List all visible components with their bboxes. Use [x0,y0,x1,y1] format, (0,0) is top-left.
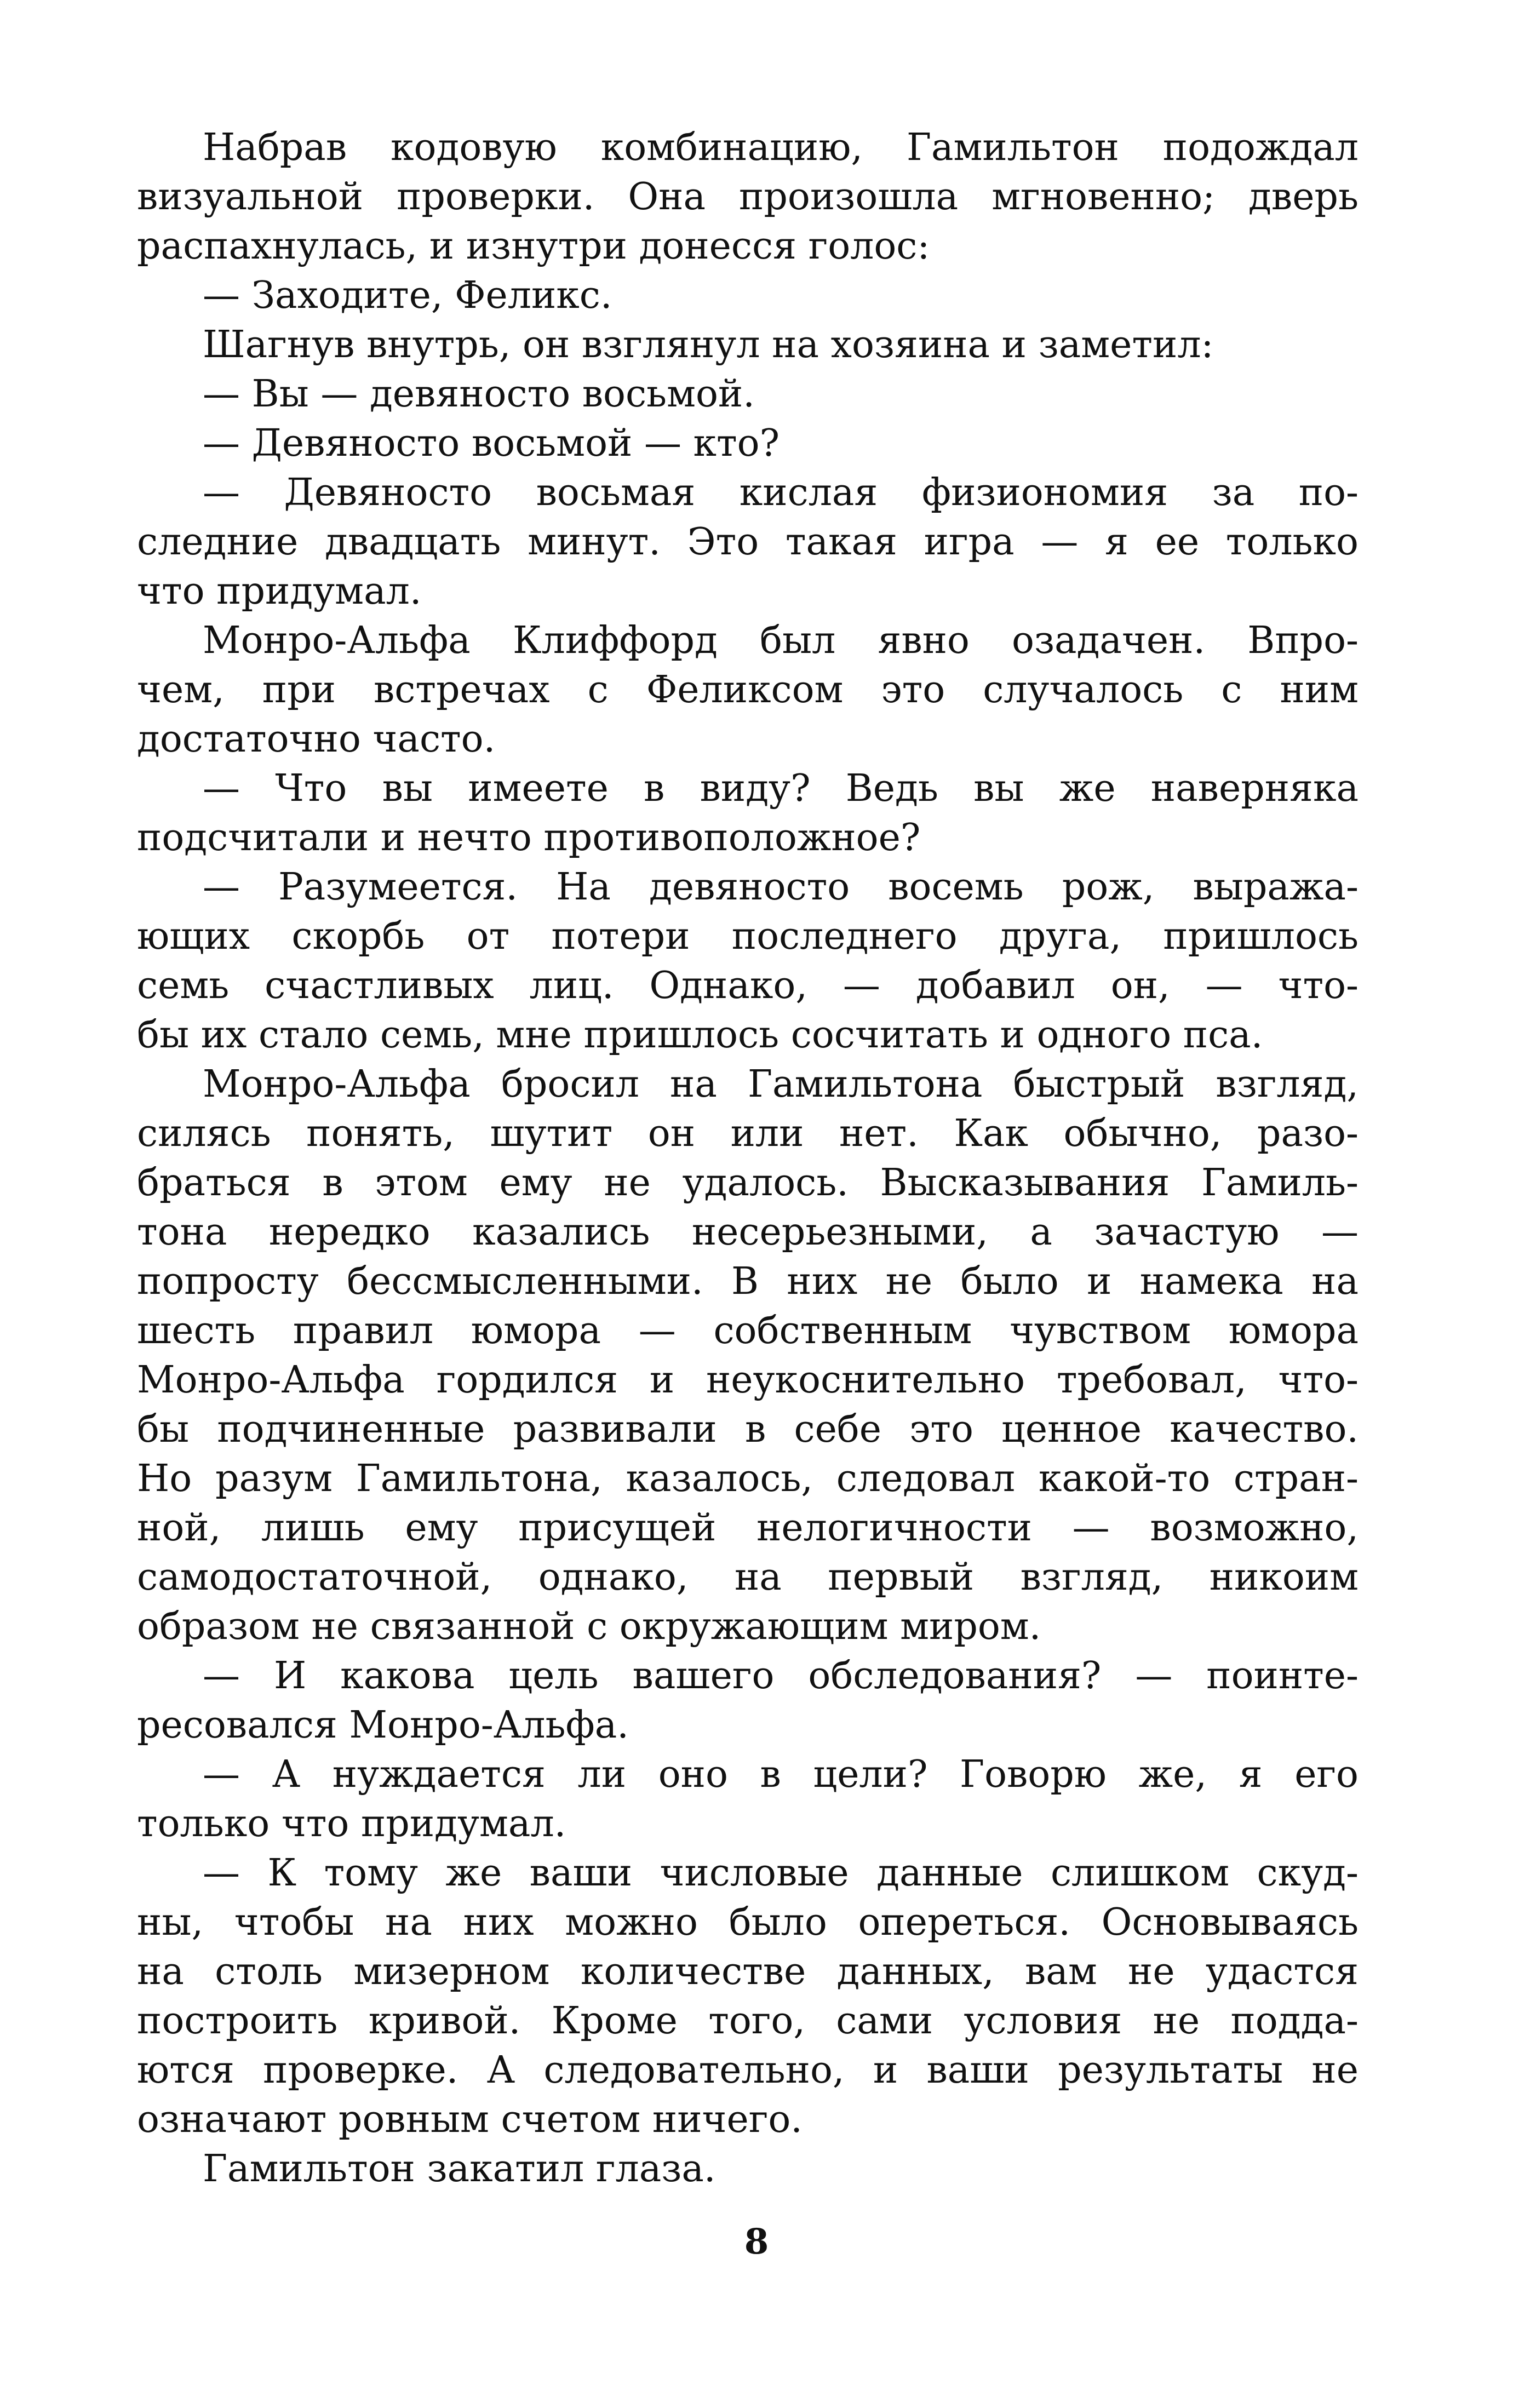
text-line: чем, при встречах с Феликсом это случалось с ним [137,668,1359,712]
text-line: Монро-Альфа Клиффорд был явно озадачен. Впро- [203,619,1359,662]
text-line: образом не связанной с окружающим миром. [137,1605,1041,1648]
text-line: — Заходите, Феликс. [203,274,612,317]
text-line: следние двадцать минут. Это такая игра — я ее только [137,520,1359,564]
text-line: попросту бессмысленными. В них не было и намека на [137,1260,1359,1303]
text-line: Набрав кодовую комбинацию, Гамильтон подождал [203,126,1359,169]
text-line: Монро-Альфа гордился и неукоснительно требовал, что- [137,1358,1359,1402]
text-line: ной, лишь ему присущей нелогичности — возможно, [137,1506,1359,1550]
text-line: — Девяносто восьмой — кто? [203,422,780,465]
text-line: на столь мизерном количестве данных, вам не удастся [137,1950,1359,1993]
page-text [137,123,1359,2194]
text-line: построить кривой. Кроме того, сами условия не подда- [137,1999,1359,2043]
text-line: тона нередко казались несерьезными, а зачастую — [137,1211,1359,1254]
text-line: что придумал. [137,570,422,613]
text-line: бы их стало семь, мне пришлось сосчитать и одного пса. [137,1013,1263,1057]
text-line: Монро-Альфа бросил на Гамильтона быстрый взгляд, [203,1063,1359,1106]
text-line: — Вы — девяносто восьмой. [203,372,755,416]
text-line: — Что вы имеете в виду? Ведь вы же наверняка [203,767,1359,810]
text-line: — Девяносто восьмая кислая физиономия за по- [203,471,1359,514]
text-line: визуальной проверки. Она произошла мгновенно; дверь [137,175,1359,219]
text-line: означают ровным счетом ничего. [137,2098,803,2141]
text-line: браться в этом ему не удалось. Высказывания Гамиль- [137,1161,1359,1205]
text-line: ны, чтобы на них можно было опереться. Основываясь [137,1901,1359,1944]
text-line: распахнулась, и изнутри донесся голос: [137,225,930,268]
text-line: шесть правил юмора — собственным чувством юмора [137,1309,1359,1352]
text-line: самодостаточной, однако, на первый взгляд, никоим [137,1556,1359,1599]
text-line: подсчитали и нечто противоположное? [137,816,921,859]
text-line: — А нуждается ли оно в цели? Говорю же, я его [203,1753,1359,1796]
text-line: ющих скорбь от потери последнего друга, пришлось [137,915,1359,958]
text-line: силясь понять, шутит он или нет. Как обычно, разо- [137,1112,1359,1155]
text-line: — Разумеется. На девяносто восемь рож, выража- [203,865,1359,909]
text-line: — И какова цель вашего обследования? — поинте- [203,1654,1359,1698]
text-line: ются проверке. А следовательно, и ваши результаты не [137,2049,1359,2092]
text-line: только что придумал. [137,1802,566,1845]
text-line: бы подчиненные развивали в себе это ценное качество. [137,1408,1359,1451]
text-line: Гамильтон закатил глаза. [203,2147,716,2191]
text-line: Шагнув внутрь, он взглянул на хозяина и заметил: [203,323,1214,366]
text-line: Но разум Гамильтона, казалось, следовал какой-то стран- [137,1457,1359,1500]
text-line: достаточно часто. [137,718,496,761]
text-line: ресовался Монро-Альфа. [137,1704,629,1747]
text-line: — К тому же ваши числовые данные слишком скуд- [203,1851,1359,1895]
page-number: 8 [744,2221,769,2262]
text-line: семь счастливых лиц. Однако, — добавил он, — что- [137,964,1359,1007]
